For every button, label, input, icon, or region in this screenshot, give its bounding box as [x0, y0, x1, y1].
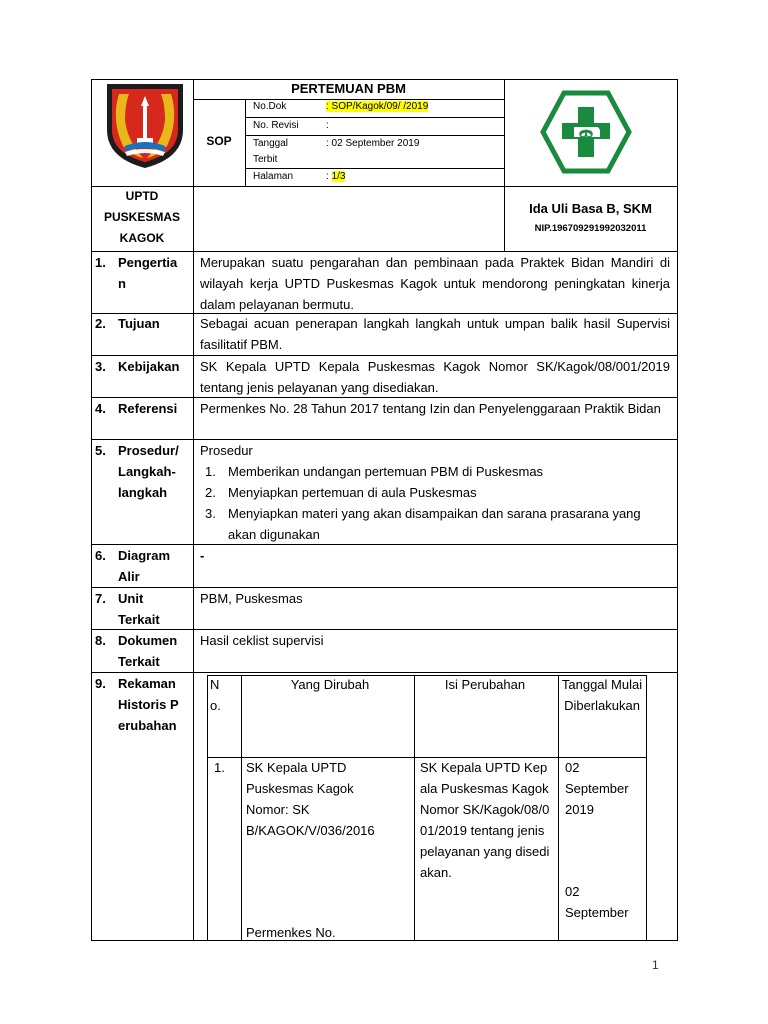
page-value-text: 1/3 [331, 171, 346, 182]
step-number: 3. [205, 506, 216, 521]
section-label: Diagram Alir [118, 548, 171, 584]
section-label: Pengertian [118, 255, 178, 291]
revision-value: : [326, 120, 329, 131]
border-right [677, 79, 678, 941]
issue-date-label-2: Terbit [253, 154, 278, 165]
procedure-intro: Prosedur [200, 443, 253, 458]
procedure-step [200, 461, 670, 482]
history-header-content: Isi Perubahan [444, 677, 526, 692]
history-row-date-1: 02 September 2019 [565, 760, 629, 817]
signatory-nip: NIP.196709291992032011 [534, 223, 647, 234]
city-crest-logo [103, 80, 187, 170]
issue-date-label: Tanggal [253, 138, 289, 149]
document-title: PERTEMUAN PBM [291, 81, 406, 96]
section-label: Kebijakan [118, 359, 180, 374]
history-col-line [414, 675, 415, 941]
section-label: Referensi [118, 401, 178, 416]
procedure-step [200, 482, 670, 503]
page-value [326, 168, 345, 186]
history-col-line [207, 675, 208, 941]
section-text: PBM, Puskesmas [200, 591, 303, 606]
section-number: 7. [95, 591, 106, 606]
issue-date-value: : 02 September 2019 [326, 138, 420, 149]
section-text: Merupakan suatu pengarahan dan pembinaan pada Praktek Bidan Mandiri di wilayah kerja UPTD Puskesmas Kagok untuk mendorong peningkatan kinerja dalam pelayanan bermutu. [200, 255, 670, 312]
section-number: 2. [95, 316, 106, 331]
history-row-changed: SK Kepala UPTD Puskesmas Kagok Nomor: SK B/KAGOK/V/036/2016 [246, 760, 375, 838]
section-text: Permenkes No. 28 Tahun 2017 tentang Izin dan Penyelenggaraan Praktik Bidan [200, 401, 661, 416]
history-row-no: 1. [214, 760, 225, 775]
signatory-name: Ida Uli Basa B, SKM [529, 201, 652, 216]
section-number: 4. [95, 401, 106, 416]
header-divider-left [193, 79, 194, 251]
procedure-step [200, 503, 670, 545]
history-col-line [558, 675, 559, 941]
history-row-date-2: 02 September [565, 884, 629, 920]
doc-no-label: No.Dok [253, 101, 287, 112]
history-col-line [241, 675, 242, 941]
section-label: Tujuan [118, 316, 160, 331]
section-divider [193, 251, 194, 941]
history-row-content: SK Kepala UPTD Kepala Puskesmas Kagok Nomor SK/Kagok/08/001/2019 tentang jenis pelayanan yang disediakan. [420, 760, 550, 880]
org-name [91, 186, 193, 249]
procedure-block [200, 440, 670, 545]
section-label: Unit Terkait [118, 591, 160, 627]
section-text: SK Kepala UPTD Kepala Puskesmas Kagok Nomor SK/Kagok/08/001/2019 tentang jenis pelayanan yang disediakan. [200, 359, 670, 395]
step-text: Menyiapkan materi yang akan disampaikan dan sarana prasarana yang akan digunakan [228, 506, 641, 542]
history-header-changed: Yang Dirubah [290, 677, 370, 692]
health-ministry-logo [540, 90, 632, 174]
sop-divider [245, 99, 246, 186]
sop-label: SOP [206, 134, 232, 148]
history-row-changed-2: Permenkes No. [246, 925, 336, 940]
doc-no-value [326, 98, 428, 116]
step-number: 1. [205, 464, 216, 479]
org-line: KAGOK [119, 231, 165, 245]
step-text: Menyiapkan pertemuan di aula Puskesmas [228, 485, 477, 500]
section-number: 9. [95, 676, 106, 691]
page-label: Halaman [253, 171, 294, 182]
history-header-date: Tanggal Mulai Diberlakukan [561, 677, 643, 713]
revision-label: No. Revisi [253, 120, 299, 131]
section-text: Hasil ceklist supervisi [200, 633, 324, 648]
page-value-prefix: : [326, 171, 332, 182]
section-label: Prosedur/ Langkah-langkah [118, 443, 179, 500]
org-line: UPTD [125, 189, 159, 203]
procedure-steps [200, 461, 670, 545]
section-number: 8. [95, 633, 106, 648]
section-number: 5. [95, 443, 106, 458]
page-number: 1 [652, 958, 659, 972]
section-label: Dokumen Terkait [118, 633, 178, 669]
doc-no-text: : SOP/Kagok/09/ /2019 [326, 101, 429, 112]
history-col-line [646, 675, 647, 941]
section-text: Sebagai acuan penerapan langkah langkah untuk umpan balik hasil Supervisi fasilitatif PBM. [200, 316, 670, 352]
section-label: Rekaman Historis Perubahan [118, 676, 179, 733]
org-line: PUSKESMAS [103, 210, 180, 224]
history-header-no: No. [210, 677, 221, 713]
step-text: Memberikan undangan pertemuan PBM di Puskesmas [228, 464, 544, 479]
section-number: 6. [95, 548, 106, 563]
section-text: - [200, 548, 205, 563]
step-number: 2. [205, 485, 216, 500]
section-number: 3. [95, 359, 106, 374]
section-number: 1. [95, 255, 106, 270]
